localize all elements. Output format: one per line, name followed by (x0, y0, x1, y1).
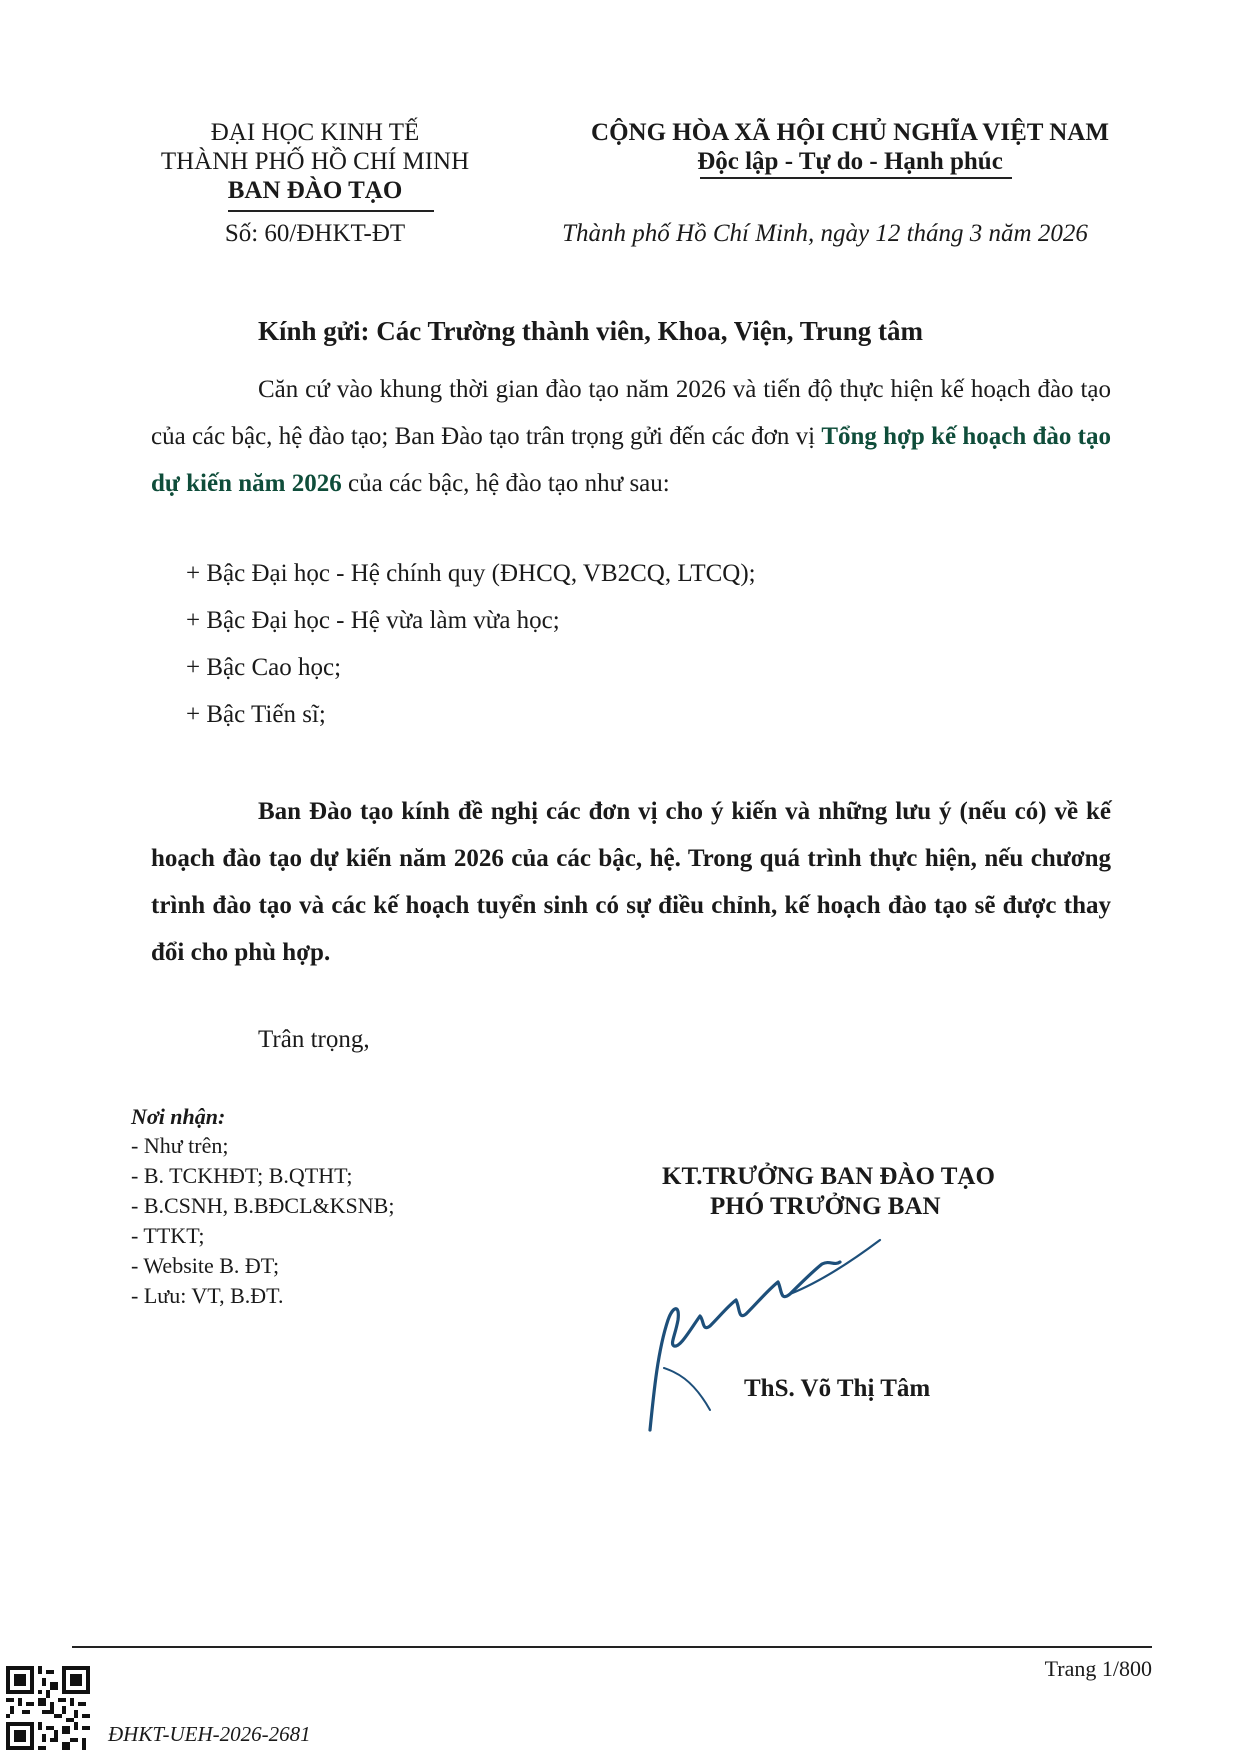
recipient-line: Kính gửi: Các Trường thành viên, Khoa, Viện, Trung tâm (258, 316, 923, 346)
receivers-list (131, 1131, 394, 1311)
signer-title: KT.TRƯỞNG BAN ĐÀO TẠO (662, 1163, 995, 1190)
list-item: - TTKT; (131, 1223, 205, 1248)
list-item: - Lưu: VT, B.ĐT. (131, 1283, 284, 1308)
list-item: + Bậc Đại học - Hệ chính quy (ĐHCQ, VB2CQ, LTCQ); (186, 560, 756, 587)
signer-name: ThS. Võ Thị Tâm (744, 1375, 931, 1402)
national-motto: Độc lập - Tự do - Hạnh phúc (697, 148, 1003, 175)
org-name-line2: THÀNH PHỐ HỒ CHÍ MINH (160, 148, 470, 175)
list-item: - Website B. ĐT; (131, 1253, 280, 1278)
intro-text-end: của các bậc, hệ đào tạo như sau: (341, 470, 670, 497)
intro-paragraph (151, 366, 1111, 507)
department-name: BAN ĐÀO TẠO (227, 177, 403, 204)
list-item: + Bậc Đại học - Hệ vừa làm vừa học; (186, 607, 560, 634)
list-item: - B. TCKHĐT; B.QTHT; (131, 1163, 353, 1188)
document-number: Số: 60/ĐHKT-ĐT (224, 220, 406, 247)
closing-greeting: Trân trọng, (258, 1026, 370, 1053)
signer-position: PHÓ TRƯỞNG BAN (710, 1193, 941, 1220)
list-item: + Bậc Cao học; (186, 654, 342, 681)
qr-code-icon (6, 1666, 90, 1750)
list-item: + Bậc Tiến sĩ; (186, 701, 326, 728)
intro-text: Căn cứ vào khung thời gian đào tạo năm 2026 và tiến độ thực hiện kế hoạch đào tạo của các bậc, hệ đào tạo; Ban Đào tạo trân trọng gửi đến các đơn vị (151, 376, 1111, 450)
document-code: ĐHKT-UEH-2026-2681 (108, 1722, 311, 1746)
handwritten-signature (640, 1220, 940, 1445)
request-paragraph: Ban Đào tạo kính đề nghị các đơn vị cho ý kiến và những lưu ý (nếu có) về kế hoạch đào tạo dự kiến năm 2026 của các bậc, hệ. Trong quá trình thực hiện, nếu chương trình đào tạo và các kế hoạch tuyển sinh có sự điều chỉnh, kế hoạch đào tạo sẽ được thay đổi cho phù hợp. (151, 798, 1111, 966)
plan-title-highlight: Tổng hợp kế hoạch đào tạo dự kiến năm 2026 (151, 423, 1111, 497)
org-name-line1: ĐẠI HỌC KINH TẾ (210, 119, 420, 146)
motto-underline (700, 177, 1012, 179)
footer-divider (72, 1646, 1152, 1648)
list-item: - Như trên; (131, 1133, 229, 1158)
document-date: Thành phố Hồ Chí Minh, ngày 12 tháng 3 năm 2026 (562, 220, 1088, 247)
page-number: Trang 1/800 (1044, 1656, 1152, 1681)
national-title: CỘNG HÒA XÃ HỘI CHỦ NGHĨA VIỆT NAM (591, 119, 1109, 146)
receivers-title: Nơi nhận: (131, 1104, 226, 1129)
list-item: - B.CSNH, B.BĐCL&KSNB; (131, 1193, 395, 1218)
header-left-divider (228, 210, 434, 212)
